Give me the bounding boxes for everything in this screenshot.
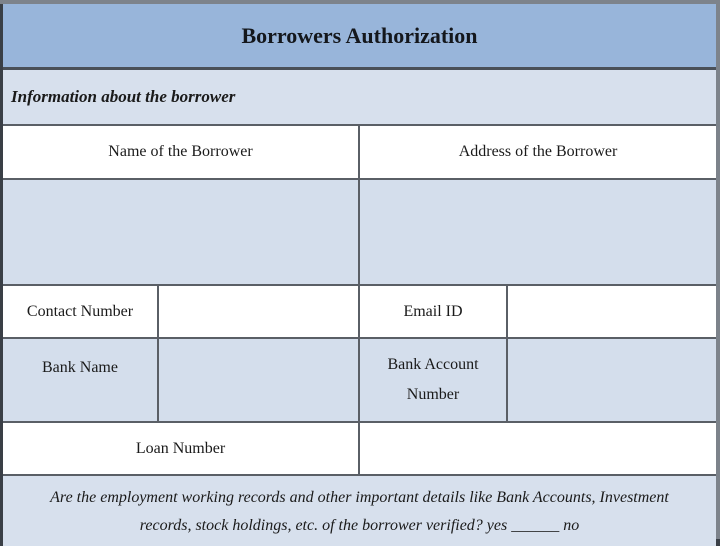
bank-account-field[interactable] [508,339,716,421]
bank-name-field[interactable] [159,339,360,421]
address-label: Address of the Borrower [458,143,618,160]
bank-account-label [360,339,508,421]
title-row [3,4,716,70]
email-label: Email ID [360,286,508,337]
contact-email-row [3,286,716,339]
contact-label: Contact Number [3,286,159,337]
contact-field[interactable] [159,286,360,337]
name-field[interactable] [3,180,360,284]
question-line-1: Are the employment working records and other important details like Bank Accounts, Investment [50,489,669,506]
name-label: Name of the Borrower [3,126,360,178]
verification-question-row [3,476,716,546]
email-field[interactable] [508,286,716,337]
frame-right [716,0,720,539]
bank-row [3,339,716,423]
name-address-input-row [3,180,716,286]
form-title: Borrowers Authorization [241,22,478,48]
bank-account-label-line2: Number [406,386,460,403]
section-heading: Information about the borrower [11,87,236,106]
loan-label: Loan Number [3,423,360,474]
borrowers-authorization-form [3,4,716,544]
bank-account-label-line1: Bank Account [387,356,479,373]
question-line-2: records, stock holdings, etc. of the borrower verified? yes ______ no [139,517,580,534]
loan-field[interactable] [360,423,716,474]
verification-question [3,476,716,546]
name-address-header-row [3,126,716,180]
bank-name-label: Bank Name [3,339,159,421]
address-field[interactable] [360,180,716,284]
section-heading-row [3,70,716,126]
loan-row [3,423,716,476]
